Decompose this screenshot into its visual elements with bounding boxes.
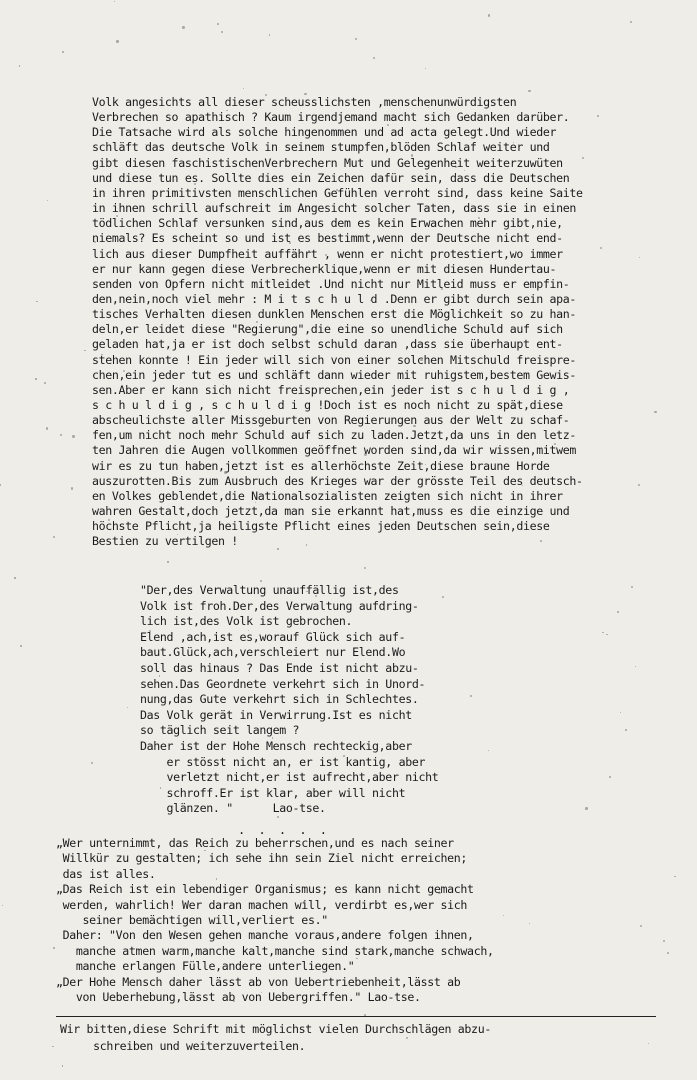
- quote-line: soll das hinaus ? Das Ende ist nicht abzu-: [140, 661, 419, 675]
- paper-speck: [36, 301, 38, 303]
- paper-speck: [261, 992, 262, 993]
- paper-speck: [217, 23, 219, 25]
- paper-speck: [635, 666, 636, 667]
- paper-speck: [620, 712, 621, 713]
- paper-speck: [101, 354, 102, 355]
- paper-speck: [226, 110, 227, 111]
- paper-speck: [540, 540, 542, 542]
- main-paragraph-line: s c h u l d i g , s c h u l d i g !Doch ist es noch nicht zu spät,diese: [92, 398, 563, 412]
- paper-speck: [420, 359, 423, 362]
- paper-speck: [428, 107, 429, 108]
- main-paragraph-line: gibt diesen faschistischenVerbrechern Mut und Gelegenheit weiterzuwüten: [92, 155, 563, 170]
- paper-speck: [528, 90, 530, 92]
- main-paragraph-line: und diese tun es. Sollte dies ein Zeichen dafür sein, dass die Deutschen: [92, 170, 570, 185]
- paper-speck: [442, 596, 444, 598]
- appeal-line: schreiben und weiterzuverteilen.: [60, 1039, 306, 1053]
- paper-speck: [654, 411, 656, 413]
- paper-speck: [84, 350, 85, 351]
- paper-speck: [602, 632, 604, 634]
- paper-speck: [47, 200, 48, 201]
- quote-line: "Der,des Verwaltung unauffällig ist,des: [140, 583, 399, 597]
- paper-speck: [20, 645, 21, 646]
- paper-speck: [609, 776, 611, 778]
- paper-speck: [247, 795, 249, 797]
- quote-line: lich ist,des Volk ist gebrochen.: [140, 614, 353, 629]
- quote-line: er stösst nicht an, er ist kantig, aber: [140, 754, 426, 769]
- main-paragraph-line: en Volkes geblendet,die Nationalsozialisten zeigten sich nicht in ihrer: [92, 488, 563, 503]
- paper-speck: [62, 1065, 64, 1067]
- paper-speck: [364, 567, 366, 569]
- closing-quote-line: „Wer unternimmt, das Reich zu beherrschen,und es nach seiner: [56, 836, 454, 850]
- paper-speck: [53, 536, 55, 538]
- paper-speck: [52, 1046, 54, 1048]
- paper-speck: [238, 267, 240, 269]
- main-paragraph-line: lich aus dieser Dumpfheit auffährt , wenn er nicht protestiert,wo immer: [92, 246, 563, 261]
- closing-quote-line: Daher: "Von den Wesen gehen manche voraus,andere folgen ihnen,: [56, 928, 474, 943]
- main-paragraph-line: chen,ein jeder tut es und schläft dann wieder mit ruhigstem,bestem Gewis-: [92, 367, 576, 382]
- paper-speck: [108, 519, 110, 521]
- paper-speck: [221, 31, 223, 33]
- paper-speck: [114, 1, 115, 2]
- paper-speck: [269, 34, 270, 35]
- quote-line: baut.Glück,ach,verschleiert nur Elend.Wo: [140, 645, 406, 660]
- paper-speck: [53, 947, 55, 949]
- paper-speck: [639, 257, 640, 258]
- paper-speck: [306, 544, 307, 545]
- paper-speck: [0, 484, 1, 485]
- quote-line: Elend ,ach,ist es,worauf Glück sich auf-: [140, 629, 406, 644]
- main-paragraph-line: wahren Gestalt,doch jetzt,da man sie erkannt hat,muss es die einzige und: [92, 504, 570, 519]
- paper-speck: [35, 378, 36, 379]
- main-paragraph-line: deln,er leidet diese "Regierung",die eine so unendliche Schuld auf sich: [92, 322, 563, 337]
- main-paragraph-line: Die Tatsache wird als solche hingenommen und ad acta gelegt.Und wieder: [92, 125, 557, 140]
- main-paragraph-line: Bestien zu vertilgen !: [92, 534, 238, 549]
- paper-speck: [71, 487, 73, 489]
- quote-line: glänzen. " Lao-tse.: [140, 801, 326, 816]
- paper-speck: [606, 634, 607, 635]
- paper-speck: [364, 453, 366, 455]
- closing-quote-line: manche atmen warm,manche kalt,manche sind stark,manche schwach,: [56, 943, 494, 958]
- appeal-line: Wir bitten,diese Schrift mit möglichst vielen Durchschlägen abzu-: [60, 1022, 491, 1036]
- paper-speck: [425, 68, 426, 69]
- main-paragraph-line: er nur kann gegen diese Verbrecherklique,wenn er mit diesen Hundertau-: [92, 261, 557, 276]
- quote-line: verletzt nicht,er ist aufrecht,aber nicht: [140, 770, 439, 785]
- paper-speck: [488, 14, 490, 16]
- paper-speck: [630, 21, 632, 23]
- paper-speck: [167, 561, 168, 562]
- main-paragraph-line: tödlichen Schlaf versunken sind,aus dem es kein Erwachen mehr gibt,nie,: [92, 216, 563, 231]
- paper-speck: [72, 435, 74, 437]
- paper-speck: [373, 57, 375, 59]
- separator-stars: . . . . .: [238, 823, 331, 837]
- paper-speck: [307, 1027, 308, 1028]
- paper-speck: [387, 124, 389, 126]
- paper-speck: [315, 595, 317, 597]
- paper-speck: [2, 905, 3, 906]
- paper-speck: [277, 548, 278, 549]
- main-paragraph-line: senden von Opfern nicht mitleidet .Und nicht nur Mitleid muss er empfin-: [92, 276, 570, 291]
- paper-speck: [304, 93, 306, 95]
- paper-speck: [308, 250, 311, 253]
- paper-speck: [256, 321, 258, 323]
- closing-quote-line: „Der Hohe Mensch daher lässt ab von Uebertriebenheit,lässt ab: [56, 974, 461, 989]
- quote-line: sehen.Das Geordnete verkehrt sich in Unord-: [140, 676, 426, 691]
- paper-speck: [260, 580, 262, 582]
- main-paragraph-line: in ihnen schrill aufschreit im Angesicht solcher Taten, dass sie in einen: [92, 201, 576, 216]
- main-paragraph-line: höchste Pflicht,ja heiligste Pflicht eines jeden Deutschen sein,diese: [92, 519, 550, 534]
- paper-speck: [600, 247, 602, 249]
- paper-speck: [46, 427, 48, 429]
- paper-speck: [648, 1043, 649, 1044]
- closing-quote-line: „Das Reich ist ein lebendiger Organismus; es kann nicht gemacht: [56, 882, 474, 897]
- paper-speck: [355, 38, 358, 41]
- paper-speck: [14, 577, 15, 578]
- main-paragraph-line: schläft das deutsche Volk in seinem stumpfen,blöden Schlaf weiter und: [92, 140, 550, 155]
- paper-speck: [182, 26, 184, 28]
- paper-speck: [450, 421, 452, 423]
- main-paragraph-line: Verbrechen so apathisch ? Kaum irgendjemand macht sich Gedanken darüber.: [92, 110, 570, 125]
- closing-quote-line: von Ueberhebung,lässt ab von Uebergriffen." Lao-tse.: [56, 990, 421, 1004]
- paper-speck: [488, 750, 489, 751]
- paper-speck: [511, 328, 512, 329]
- paper-speck: [631, 586, 633, 588]
- paper-speck: [60, 434, 62, 436]
- paper-speck: [674, 876, 676, 878]
- paper-speck: [470, 695, 472, 697]
- main-paragraph-line: ten Jahren die Augen vollkommen geöffnet worden sind,da wir wissen,mitwem: [92, 443, 576, 458]
- paper-speck: [194, 183, 196, 185]
- paper-speck: [127, 707, 129, 709]
- paper-speck: [667, 952, 669, 954]
- main-paragraph-line: den,nein,noch viel mehr : M i t s c h u l d .Denn er gibt durch sein apa-: [92, 291, 576, 306]
- closing-quote-line: seiner bemächtigen will,verliert es.": [56, 913, 328, 927]
- paper-speck: [272, 737, 273, 738]
- closing-quote-line: manche erlangen Fülle,andere unterliegen.": [56, 959, 355, 974]
- closing-quote-line: Willkür zu gestalten; ich sehe ihn sein Ziel nicht erreichen;: [56, 851, 468, 866]
- paper-speck: [255, 502, 256, 503]
- main-paragraph-line: geladen hat,ja er ist doch selbst schuld daran ,dass sie überhaupt ent-: [92, 337, 563, 352]
- quote-line: Das Volk gerät in Verwirrung.Ist es nicht: [140, 707, 412, 722]
- main-paragraph-line: wir es zu tun haben,jetzt ist es allerhöchste Zeit,diese braune Horde: [92, 458, 550, 473]
- paper-speck: [62, 51, 64, 53]
- paper-speck: [94, 241, 96, 243]
- paper-speck: [243, 376, 245, 378]
- paper-speck: [277, 816, 279, 818]
- paper-speck: [289, 242, 291, 244]
- paper-speck: [513, 142, 514, 143]
- paper-speck: [617, 611, 619, 613]
- paper-speck: [224, 471, 227, 474]
- paper-speck: [243, 88, 244, 89]
- main-paragraph-line: sen.Aber er kann sich nicht freisprechen,ein jeder ist s c h u l d i g ,: [92, 382, 570, 397]
- paper-speck: [356, 958, 358, 960]
- main-paragraph-line: stehen konnte ! Ein jeder will sich von einer solchen Mitschuld freispre-: [92, 352, 576, 367]
- quote-line: so täglich seit langem ?: [140, 723, 300, 738]
- paper-speck: [44, 382, 46, 384]
- paper-speck: [625, 729, 627, 731]
- separator-rule: [56, 1016, 656, 1017]
- paper-speck: [211, 465, 212, 466]
- paper-speck: [19, 65, 21, 67]
- main-paragraph-line: abscheulichste aller Missgeburten von Regierungen aus der Welt zu schaf-: [92, 413, 570, 428]
- paper-speck: [91, 762, 93, 764]
- paper-speck: [265, 94, 267, 96]
- main-paragraph-line: niemals? Es scheint so und ist es bestimmt,wenn der Deutsche nicht end-: [92, 231, 563, 246]
- paper-speck: [585, 807, 588, 810]
- closing-quote-line: das ist alles.: [56, 866, 156, 881]
- quote-line: Volk ist froh.Der,des Verwaltung aufdring-: [140, 598, 419, 613]
- paper-speck: [204, 850, 205, 851]
- paper-speck: [216, 878, 218, 880]
- paper-speck: [196, 840, 198, 842]
- main-paragraph-line: fen,um nicht noch mehr Schuld auf sich zu laden.Jetzt,da uns in den letz-: [92, 428, 576, 443]
- paper-speck: [406, 1037, 408, 1039]
- quote-line: Daher ist der Hohe Mensch rechteckig,aber: [140, 739, 412, 753]
- main-paragraph-line: tisches Verhalten diesen dunklen Menschen erst die Möglichkeit so zu han-: [92, 307, 576, 322]
- quote-line: schroff.Er ist klar, aber will nicht: [140, 785, 406, 800]
- closing-quote-line: werden, wahrlich! Wer daran machen will, verdirbt es,wer sich: [56, 897, 468, 912]
- main-paragraph-line: auszurotten.Bis zum Ausbruch des Krieges war der grösste Teil des deutsch-: [92, 473, 583, 488]
- main-paragraph-line: Volk angesichts all dieser scheusslichsten ,menschenunwürdigsten: [92, 95, 517, 109]
- paper-speck: [116, 40, 118, 42]
- paper-speck: [582, 157, 584, 159]
- paper-speck: [529, 923, 530, 924]
- paper-speck: [289, 592, 290, 593]
- paper-speck: [303, 901, 305, 903]
- paper-speck: [228, 165, 230, 167]
- paper-speck: [303, 284, 305, 286]
- paper-speck: [364, 1014, 366, 1016]
- quote-line: nung,das Gute verkehrt sich in Schlechtes.: [140, 692, 419, 707]
- paper-speck: [503, 915, 504, 916]
- paper-speck: [640, 925, 643, 928]
- paper-speck: [663, 940, 665, 942]
- paper-speck: [173, 840, 175, 842]
- paper-speck: [638, 484, 640, 486]
- main-paragraph-line: in ihren primitivsten menschlichen Gefühlen verroht sind, dass keine Saite: [92, 185, 583, 200]
- paper-speck: [413, 425, 415, 427]
- paper-speck: [597, 115, 599, 117]
- paper-speck: [330, 446, 331, 447]
